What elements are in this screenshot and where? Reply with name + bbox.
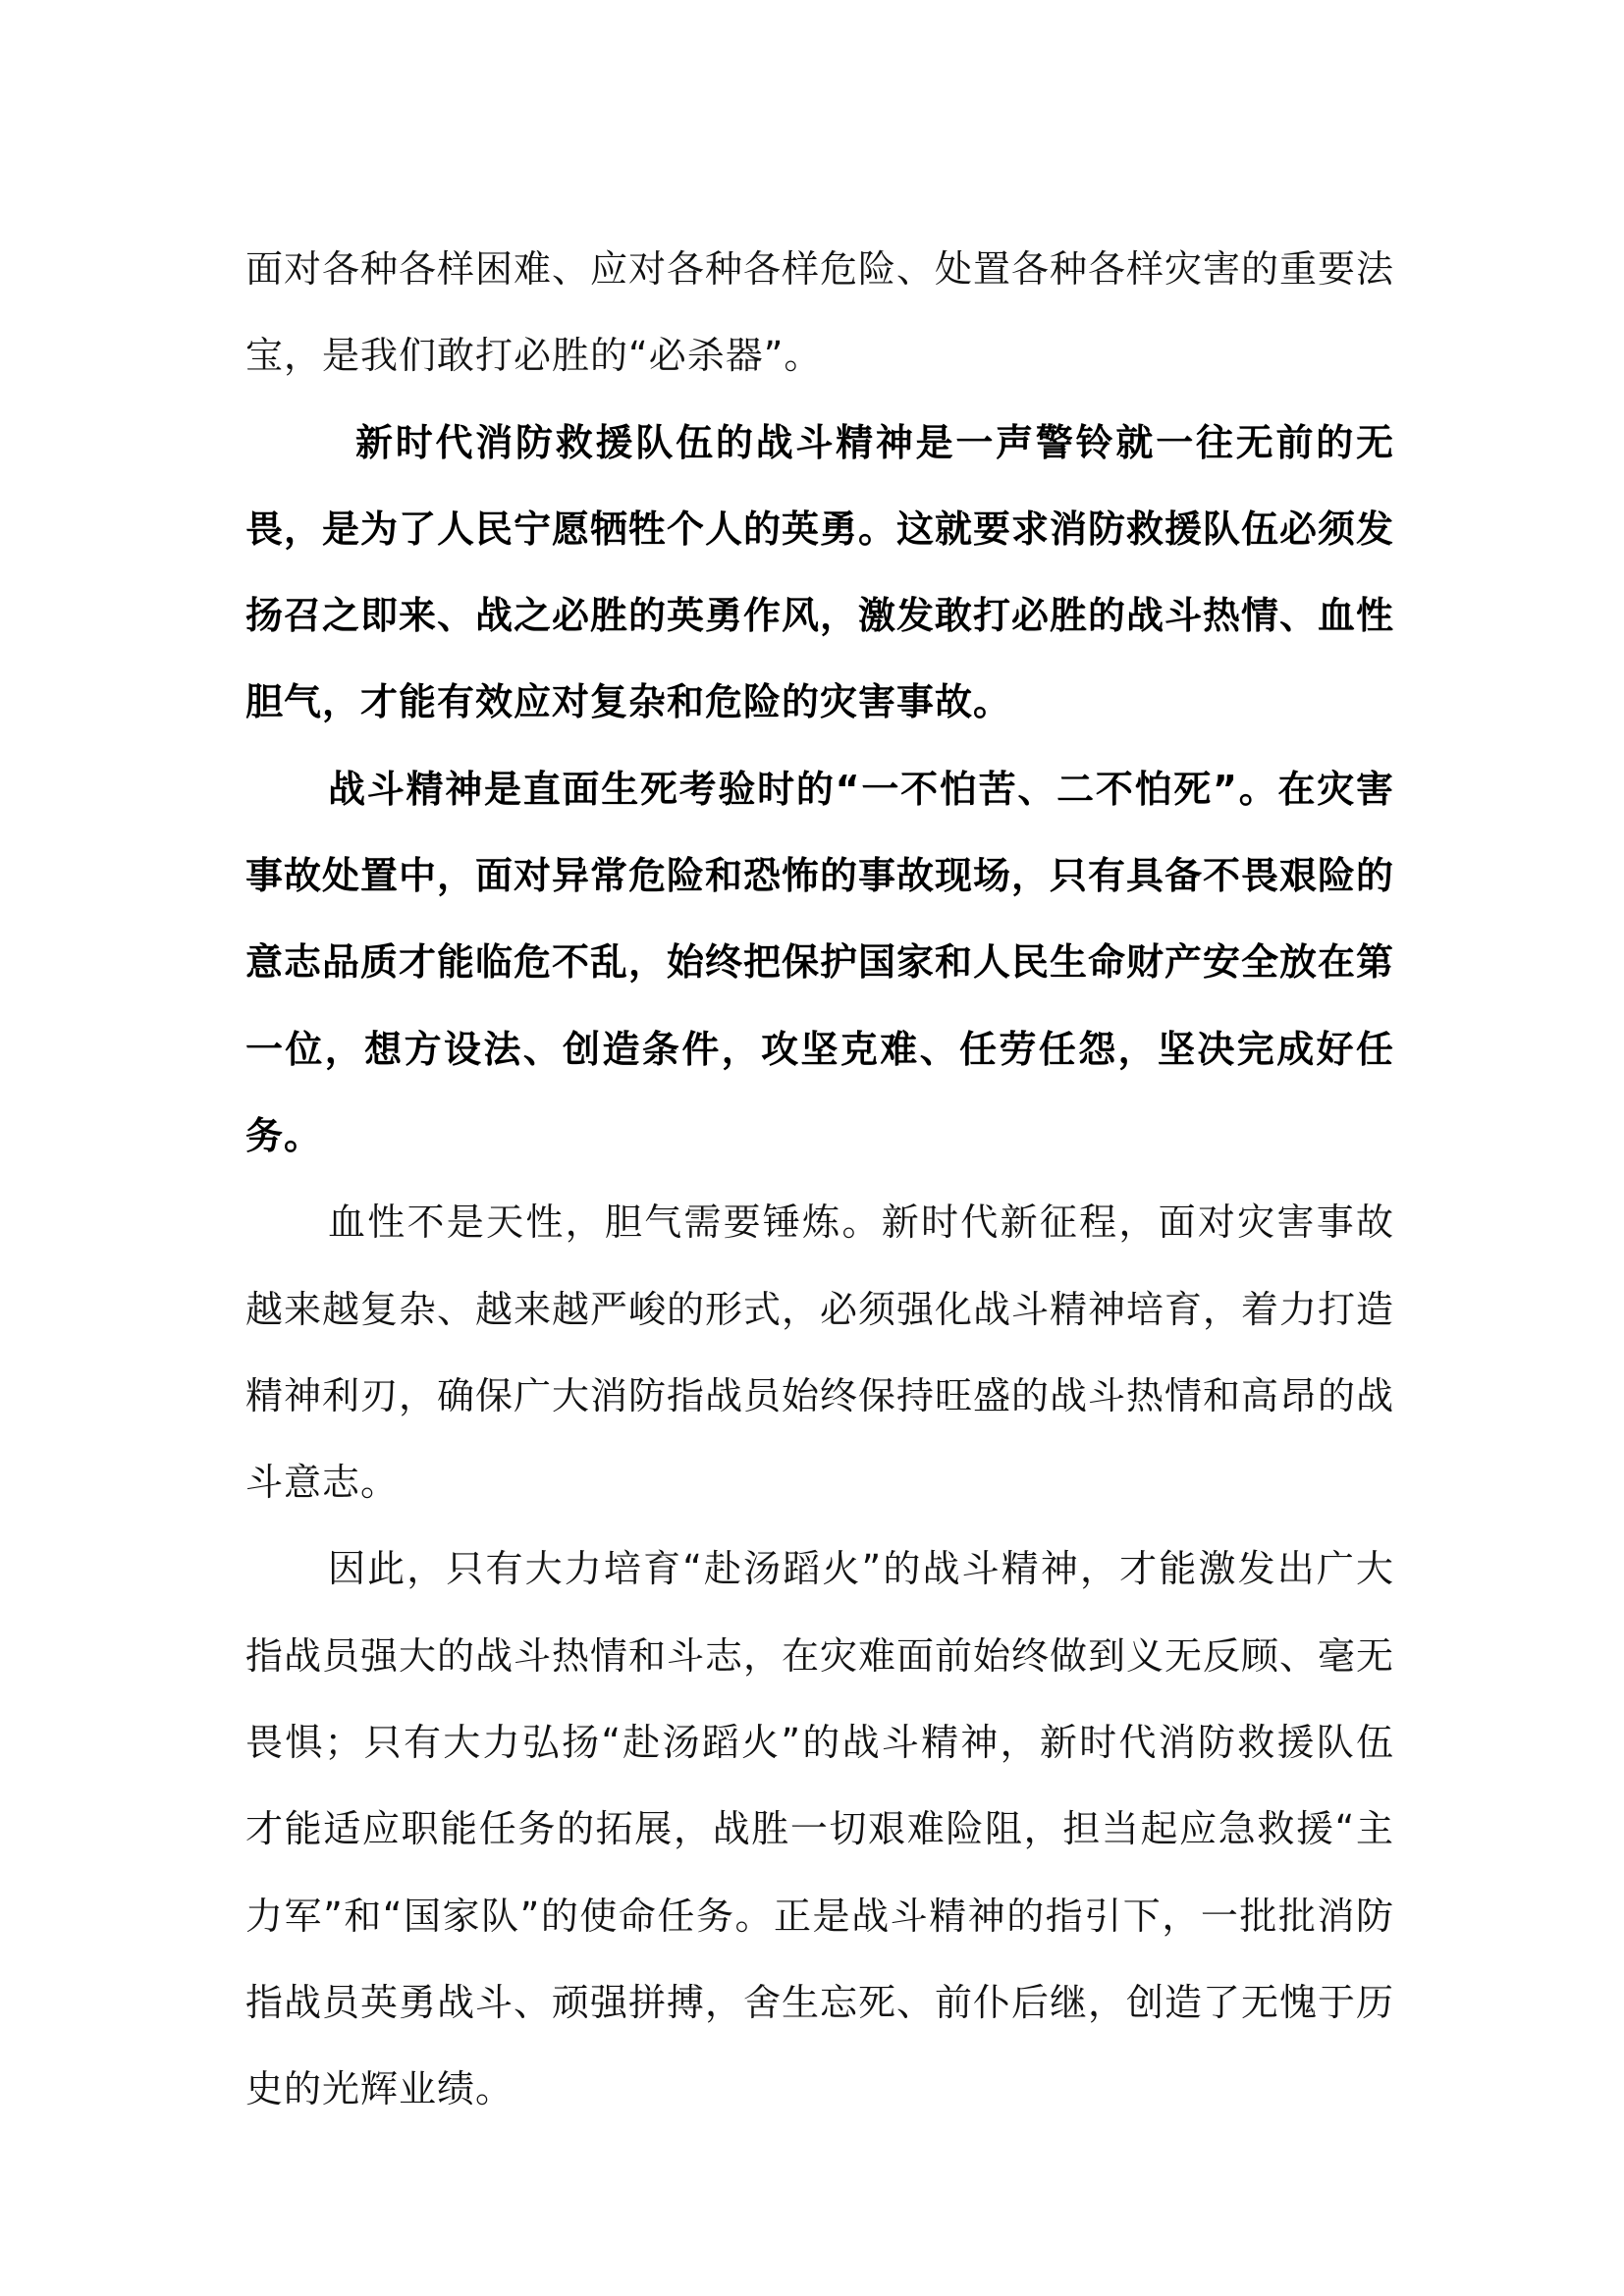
paragraph: 血性不是天性，胆气需要锤炼。新时代新征程，面对灾害事故越来越复杂、越来越严峻的形式，必须强化战斗精神培育，着力打造精神利刃，确保广大消防指战员始终保持旺盛的战斗热情和高昂的战斗意志。 [245, 1201, 1395, 1505]
paragraph-bold: 战斗精神是直面生死考验时的“一不怕苦、二不怕死”。在灾害事故处置中，面对异常危险和恐怖的事故现场，只有具备不畏艰险的意志品质才能临危不乱，始终把保护国家和人民生命财产安全放在第一位，想方设法、创造条件，攻坚克难、任劳任怨，坚决完成好任务。 [245, 767, 1395, 1157]
paragraph-bold-heading: 新时代消防救援队伍的战斗精神是一声警铃就一往无前的无畏，是为了人民宁愿牺牲个人的英勇。这就要求消防救援队伍必须发扬召之即来、战之必胜的英勇作风，激发敢打必胜的战斗热情、血性胆气，才能有效应对复杂和危险的灾害事故。 [245, 420, 1395, 724]
paragraph: 因此，只有大力培育“赴汤蹈火”的战斗精神，才能激发出广大指战员强大的战斗热情和斗志，在灾难面前始终做到义无反顾、毫无畏惧；只有大力弘扬“赴汤蹈火”的战斗精神，新时代消防救援队伍才能适应职能任务的拓展，战胜一切艰难险阻，担当起应急救援“主力军”和“国家队”的使命任务。正是战斗精神的指引下，一批批消防指战员英勇战斗、顽强拼搏，舍生忘死、前仆后继，创造了无愧于历史的光辉业绩。 [245, 1547, 1395, 2111]
document-page [245, 226, 1394, 2133]
paragraph-continued: 面对各种各样困难、应对各种各样危险、处置各种各样灾害的重要法宝，是我们敢打必胜的“必杀器”。 [245, 247, 1395, 378]
